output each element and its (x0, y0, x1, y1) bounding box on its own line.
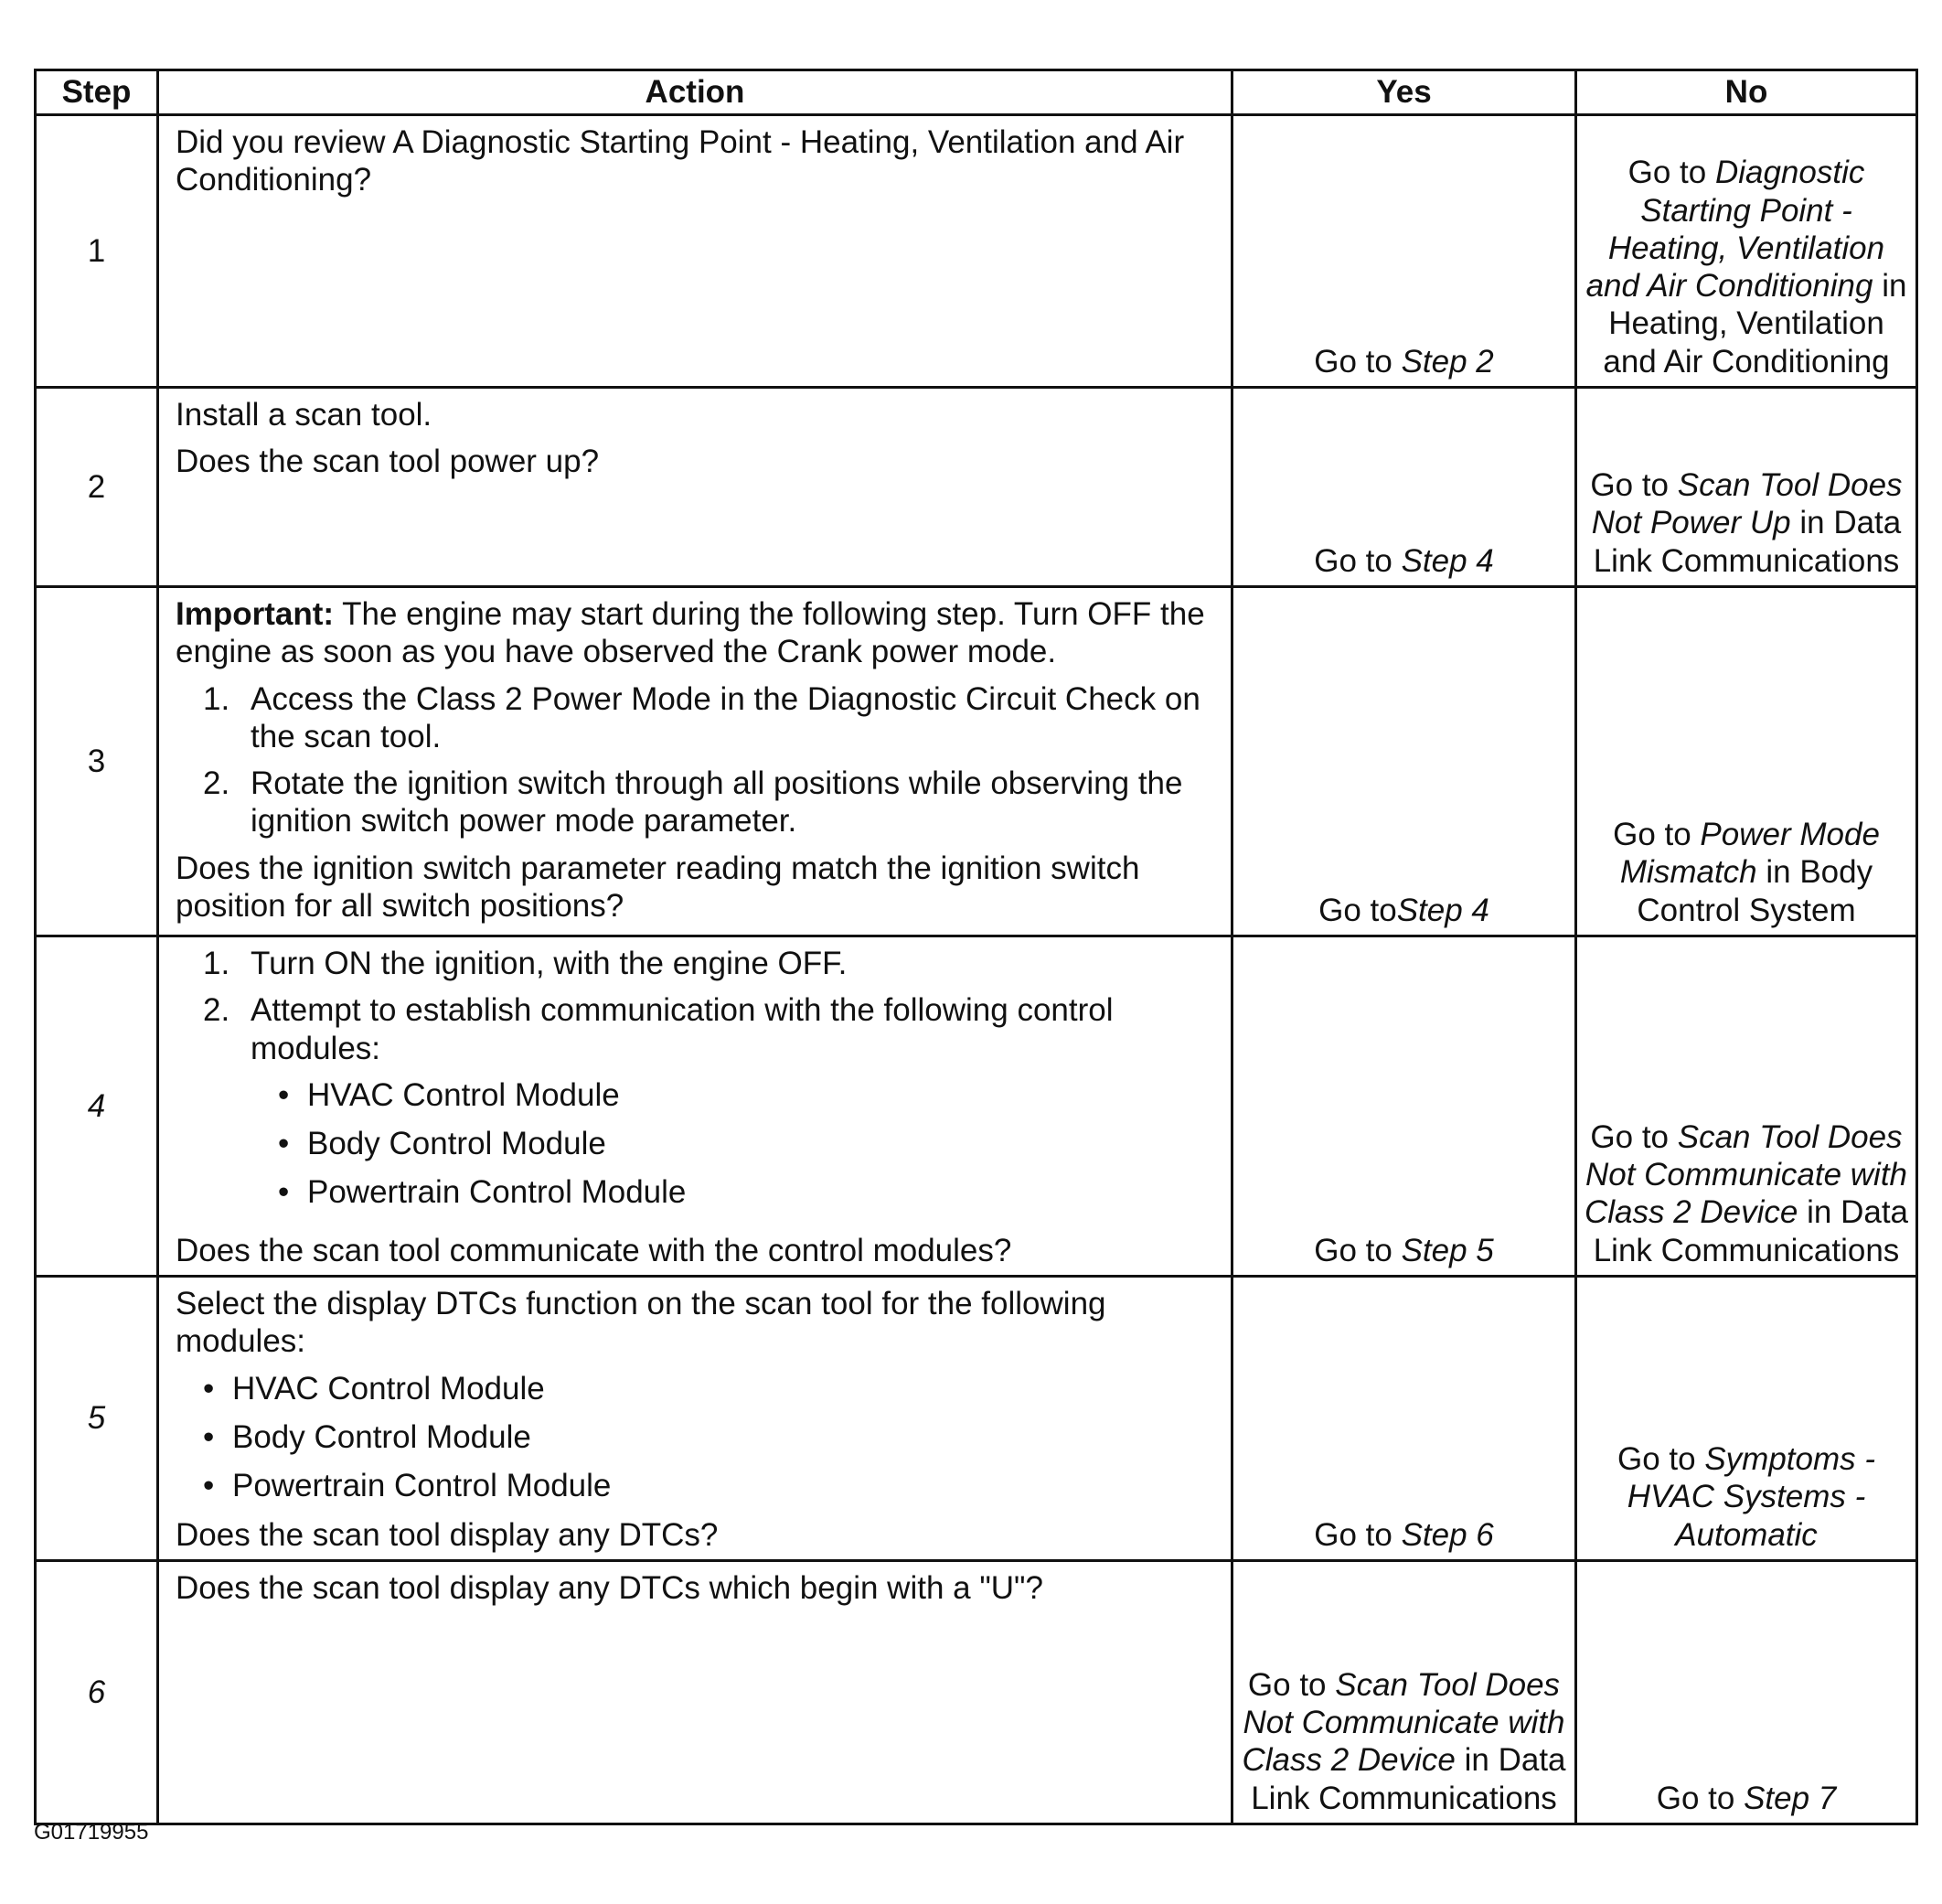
yes-prefix: Go to (1314, 542, 1402, 579)
no-link[interactable]: Step 7 (1744, 1780, 1837, 1816)
step-number: 2 (36, 388, 158, 587)
yes-cell (1232, 587, 1576, 936)
no-prefix: Go to (1656, 1780, 1745, 1816)
step-number: 3 (36, 587, 158, 936)
action-text: Did you review A Diagnostic Starting Point - Heating, Ventilation and Air Conditioning? (176, 124, 1185, 198)
header-action: Action (158, 70, 1232, 115)
action-question: Does the scan tool communicate with the control modules? (176, 1232, 1012, 1268)
action-cell (158, 115, 1232, 388)
action-cell (158, 587, 1232, 936)
bullet-text: Body Control Module (307, 1126, 606, 1162)
step-number: 1 (36, 115, 158, 388)
yes-prefix: Go to (1314, 1516, 1402, 1553)
item-number: 2. (203, 765, 230, 802)
no-prefix: Go to (1613, 817, 1701, 853)
no-prefix: Go to (1627, 155, 1715, 191)
important-note (176, 595, 1218, 671)
action-text: Install a scan tool. (176, 397, 432, 433)
important-label: Important: (176, 596, 335, 632)
bullet-icon: • (203, 1418, 215, 1455)
no-link[interactable]: Scan Tool Does Not Communicate with Class 2 Device (1584, 1118, 1908, 1231)
bullet-icon: • (203, 1370, 215, 1407)
item-number: 2. (203, 992, 230, 1029)
figure-id: G01719955 (34, 1820, 149, 1845)
bullet-list (251, 1076, 1218, 1212)
step-number: 4 (36, 936, 158, 1277)
item-text: Turn ON the ignition, with the engine OFF. (251, 946, 848, 981)
bullet-icon: • (278, 1076, 290, 1113)
table-row (36, 115, 1917, 388)
yes-prefix: Go to (1318, 892, 1397, 928)
bullet-text: Body Control Module (232, 1418, 531, 1455)
no-cell (1576, 1277, 1917, 1561)
step-number: 5 (36, 1277, 158, 1561)
action-text: Select the display DTCs function on the scan tool for the following modules: (176, 1286, 1106, 1360)
no-suffix: in Data Link Communications (1593, 1194, 1909, 1268)
list-item (176, 945, 1218, 982)
yes-cell (1232, 115, 1576, 388)
bullet-icon: • (278, 1174, 290, 1211)
bullet-text: HVAC Control Module (232, 1370, 545, 1407)
bullet-item (251, 1173, 1218, 1211)
no-link[interactable]: Symptoms - HVAC Systems - Automatic (1627, 1440, 1876, 1553)
no-suffix: in Heating, Ventilation and Air Conditioning (1603, 268, 1907, 380)
bullet-text: HVAC Control Module (307, 1076, 620, 1113)
no-cell (1576, 587, 1917, 936)
item-text-body: Attempt to establish communication with the following control modules: (251, 992, 1114, 1066)
yes-prefix: Go to (1314, 343, 1402, 380)
no-suffix: in Body Control System (1637, 854, 1873, 928)
action-question: Does the scan tool display any DTCs which begin with a "U"? (176, 1569, 1043, 1606)
table-row (36, 1277, 1917, 1561)
numbered-list (176, 945, 1218, 1223)
item-number: 1. (203, 680, 230, 717)
bullet-item (176, 1370, 1218, 1407)
list-item (176, 991, 1218, 1222)
item-text (251, 991, 1218, 1222)
yes-link[interactable]: Step 5 (1401, 1232, 1494, 1268)
action-cell (158, 1277, 1232, 1561)
yes-link[interactable]: Scan Tool Does Not Communicate with Class 2 Device (1242, 1666, 1565, 1779)
yes-cell (1232, 936, 1576, 1277)
item-text: Rotate the ignition switch through all positions while observing the ignition switch power mode parameter. (251, 765, 1183, 840)
action-cell (158, 388, 1232, 587)
step-number: 6 (36, 1560, 158, 1824)
diagnostic-table (34, 69, 1918, 1825)
header-no: No (1576, 70, 1917, 115)
yes-suffix: in Data Link Communications (1251, 1742, 1566, 1816)
header-row (36, 70, 1917, 115)
yes-cell (1232, 1277, 1576, 1561)
no-prefix: Go to (1590, 467, 1678, 504)
action-question: Does the scan tool display any DTCs? (176, 1516, 719, 1553)
bullet-item (176, 1467, 1218, 1504)
bullet-item (176, 1418, 1218, 1456)
item-number: 1. (203, 946, 230, 981)
yes-link[interactable]: Step 2 (1401, 343, 1494, 380)
action-cell (158, 936, 1232, 1277)
yes-prefix: Go to (1314, 1232, 1402, 1268)
no-suffix: in Data Link Communications (1593, 505, 1902, 579)
yes-prefix: Go to (1247, 1666, 1336, 1703)
action-question: Does the ignition switch parameter reading match the ignition switch position for all switch positions? (176, 850, 1140, 925)
table-row (36, 1560, 1917, 1824)
table-row (36, 587, 1917, 936)
bullet-item (251, 1125, 1218, 1162)
no-prefix: Go to (1590, 1118, 1678, 1155)
bullet-list (176, 1370, 1218, 1505)
yes-link[interactable]: Step 4 (1396, 892, 1489, 928)
action-question: Does the scan tool power up? (176, 444, 600, 480)
table-row (36, 936, 1917, 1277)
no-cell (1576, 115, 1917, 388)
action-cell (158, 1560, 1232, 1824)
yes-link[interactable]: Step 4 (1401, 542, 1494, 579)
item-text: Access the Class 2 Power Mode in the Diagnostic Circuit Check on the scan tool. (251, 680, 1200, 754)
yes-link[interactable]: Step 6 (1401, 1516, 1494, 1553)
bullet-icon: • (278, 1126, 290, 1162)
bullet-text: Powertrain Control Module (232, 1468, 612, 1504)
yes-cell (1232, 388, 1576, 587)
list-item (176, 680, 1218, 756)
header-yes: Yes (1232, 70, 1576, 115)
no-cell (1576, 388, 1917, 587)
no-prefix: Go to (1617, 1440, 1705, 1477)
bullet-text: Powertrain Control Module (307, 1174, 687, 1211)
table-row (36, 388, 1917, 587)
no-cell (1576, 936, 1917, 1277)
important-text: The engine may start during the following step. Turn OFF the engine as soon as you have observed the Crank power mode. (176, 596, 1205, 670)
no-cell (1576, 1560, 1917, 1824)
yes-cell (1232, 1560, 1576, 1824)
numbered-list (176, 680, 1218, 840)
no-link[interactable]: Power Mode Mismatch (1619, 817, 1880, 891)
bullet-icon: • (203, 1468, 215, 1504)
list-item (176, 765, 1218, 840)
no-link[interactable]: Diagnostic Starting Point - Heating, Ventilation and Air Conditioning (1585, 155, 1885, 305)
no-link[interactable]: Scan Tool Does Not Power Up (1591, 467, 1903, 541)
header-step: Step (36, 70, 158, 115)
bullet-item (251, 1076, 1218, 1114)
